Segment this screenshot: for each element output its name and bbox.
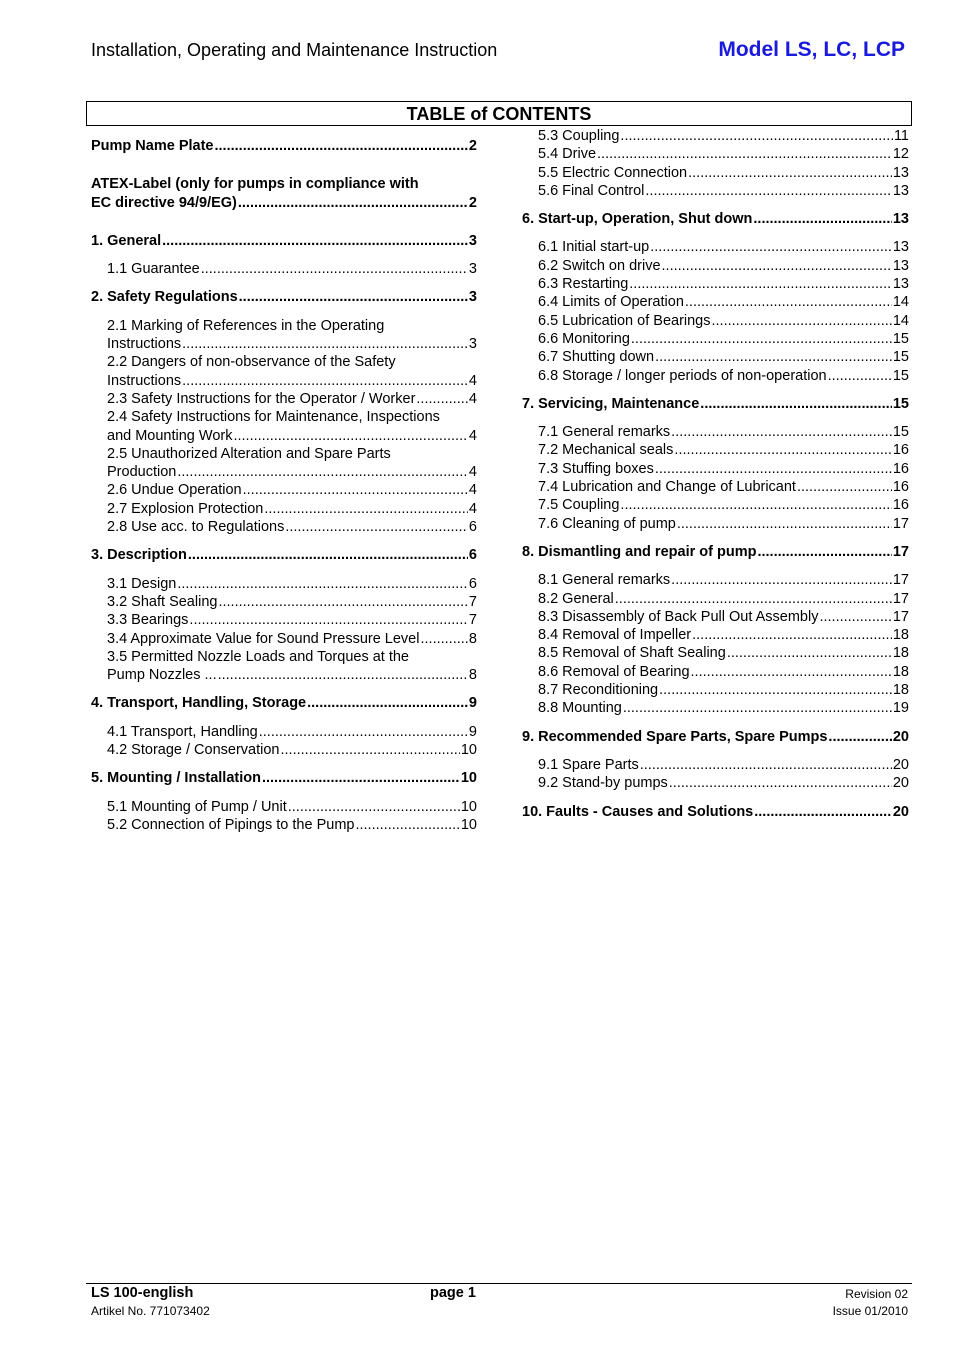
toc-entry-label: 5.3 Coupling	[538, 128, 620, 144]
toc-entry-label: 8.7 Reconditioning	[538, 682, 659, 699]
dot-leader	[162, 232, 468, 250]
toc-page-number: 17	[892, 608, 909, 625]
toc-page-number: 19	[892, 700, 909, 717]
dot-leader	[753, 210, 891, 228]
dot-leader	[700, 395, 892, 413]
toc-entry-label: 4.2 Storage / Conservation	[107, 742, 280, 759]
toc-section-entry[interactable]	[91, 232, 477, 250]
toc-entry-label: 2. Safety Regulations	[91, 289, 238, 306]
toc-subsection-entry[interactable]	[91, 741, 477, 759]
toc-entry-label: 8.2 General	[538, 590, 614, 607]
toc-title-box	[86, 101, 912, 126]
toc-section-entry[interactable]	[522, 728, 909, 746]
toc-subsection-entry[interactable]	[91, 723, 477, 741]
dot-leader	[754, 803, 892, 821]
dot-leader	[416, 390, 468, 408]
toc-page-number: 13	[892, 211, 909, 228]
toc-subsection-entry[interactable]	[91, 463, 477, 481]
toc-subsection-entry[interactable]	[522, 330, 909, 348]
dot-leader	[623, 699, 892, 717]
toc-section-entry[interactable]	[91, 769, 477, 787]
dot-leader	[685, 293, 892, 311]
toc-subsection-entry[interactable]	[522, 626, 909, 644]
dot-leader	[674, 441, 891, 459]
dot-leader	[691, 663, 892, 681]
toc-subsection-entry[interactable]	[91, 500, 477, 518]
toc-subsection-entry[interactable]	[91, 518, 477, 536]
toc-spacer	[91, 684, 477, 694]
toc-page-number: 9	[468, 723, 477, 740]
toc-entry-label: 1. General	[91, 232, 162, 249]
toc-page-number: 16	[892, 497, 909, 514]
toc-spacer	[91, 788, 477, 798]
toc-page-number: 15	[892, 424, 909, 441]
toc-spacer	[522, 533, 909, 543]
toc-subsection-entry[interactable]	[522, 127, 909, 145]
toc-spacer	[522, 200, 909, 210]
toc-spacer	[522, 746, 909, 756]
toc-entry-label: 5. Mounting / Installation	[91, 770, 261, 787]
toc-spacer	[91, 565, 477, 575]
toc-entry-label: 4.1 Transport, Handling	[107, 723, 258, 740]
toc-entry-label: 6.1 Initial start-up	[538, 239, 650, 256]
toc-page-number: 15	[892, 349, 909, 366]
toc-subsection-entry[interactable]	[522, 756, 909, 774]
toc-subsection-entry[interactable]	[522, 182, 909, 200]
toc-subsection-entry-line[interactable]: 2.2 Dangers of non-observance of the Safety	[107, 354, 396, 371]
toc-subsection-entry[interactable]	[91, 260, 477, 278]
toc-subsection-entry[interactable]	[522, 663, 909, 681]
dot-leader	[655, 348, 892, 366]
toc-page-number: 7	[468, 612, 477, 629]
toc-subsection-entry-line[interactable]: 3.5 Permitted Nozzle Loads and Torques at the	[107, 648, 410, 665]
dot-leader	[620, 127, 893, 145]
toc-subsection-entry[interactable]	[522, 423, 909, 441]
toc-entry-label: 8.3 Disassembly of Back Pull Out Assembly	[538, 608, 819, 625]
dot-leader	[264, 500, 468, 518]
toc-subsection-entry[interactable]	[522, 145, 909, 163]
dot-leader	[692, 626, 892, 644]
footer-issue: Issue 01/2010	[832, 1304, 908, 1318]
dot-leader	[215, 137, 468, 155]
toc-page-number: 18	[892, 627, 909, 644]
toc-page-number: 13	[892, 257, 909, 274]
toc-page-number: 13	[892, 239, 909, 256]
toc-entry-label: 1.1 Guarantee	[107, 261, 200, 278]
dot-leader	[177, 575, 468, 593]
dot-leader	[615, 590, 892, 608]
toc-entry-label: 3.1 Design	[107, 575, 177, 592]
dot-leader	[188, 546, 468, 564]
toc-page-number: 14	[892, 294, 909, 311]
dot-leader	[288, 798, 460, 816]
toc-page-number: 4	[468, 372, 477, 389]
toc-page-number: 3	[468, 261, 477, 278]
dot-leader	[712, 312, 892, 330]
toc-section-entry[interactable]	[91, 288, 477, 306]
toc-entry-label: Instructions	[107, 372, 182, 389]
dot-leader	[259, 723, 468, 741]
toc-page-number: 16	[892, 460, 909, 477]
dot-leader	[177, 463, 468, 481]
toc-page-number: 13	[892, 182, 909, 199]
toc-subsection-entry[interactable]	[522, 293, 909, 311]
toc-page-number: 20	[892, 775, 909, 792]
toc-subsection-entry[interactable]	[522, 238, 909, 256]
dot-leader	[650, 238, 892, 256]
toc-entry-label: 6.8 Storage / longer periods of non-operation	[538, 367, 827, 384]
toc-page-number: 20	[892, 756, 909, 773]
dot-leader	[189, 611, 468, 629]
toc-page-number: 16	[892, 479, 909, 496]
toc-entry-label: 6.7 Shutting down	[538, 349, 655, 366]
toc-spacer	[522, 718, 909, 728]
dot-leader	[659, 681, 892, 699]
toc-section-entry-line[interactable]: ATEX-Label (only for pumps in compliance with	[91, 176, 419, 193]
toc-subsection-entry[interactable]	[91, 390, 477, 408]
toc-entry-label: 5.1 Mounting of Pump / Unit	[107, 798, 287, 815]
toc-page-number: 12	[892, 146, 909, 163]
toc-spacer	[91, 278, 477, 288]
toc-subsection-entry[interactable]	[522, 644, 909, 662]
toc-entry-label: 6.5 Lubrication of Bearings	[538, 312, 711, 329]
toc-entry-label: 8.4 Removal of Impeller	[538, 627, 692, 644]
toc-subsection-entry[interactable]	[522, 348, 909, 366]
toc-spacer	[522, 413, 909, 423]
toc-page-number: 15	[892, 367, 909, 384]
toc-subsection-entry-line[interactable]: 2.5 Unauthorized Alteration and Spare Parts	[107, 445, 391, 462]
dot-leader	[662, 257, 892, 275]
toc-entry-label: 2.6 Undue Operation	[107, 482, 242, 499]
toc-page-number: 6	[468, 519, 477, 536]
toc-page-number: 20	[892, 803, 909, 820]
toc-entry-label: 7.1 General remarks	[538, 424, 671, 441]
toc-page-number: 10	[460, 742, 477, 759]
toc-section-entry[interactable]	[522, 210, 909, 228]
dot-leader	[629, 275, 892, 293]
toc-subsection-entry[interactable]	[522, 460, 909, 478]
toc-spacer	[522, 561, 909, 571]
toc-page-number: 9	[468, 695, 477, 712]
toc-subsection-entry-line[interactable]: 2.4 Safety Instructions for Maintenance, Inspections	[107, 409, 440, 426]
toc-spacer	[522, 385, 909, 395]
toc-page-number: 8	[468, 630, 477, 647]
toc-entry-label: 2.8 Use acc. to Regulations	[107, 519, 285, 536]
toc-subsection-entry[interactable]	[522, 257, 909, 275]
dot-leader	[669, 774, 892, 792]
toc-section-entry[interactable]	[522, 395, 909, 413]
dot-leader	[671, 423, 892, 441]
toc-subsection-entry[interactable]	[91, 666, 477, 684]
toc-subsection-entry[interactable]	[522, 681, 909, 699]
dot-leader	[640, 756, 892, 774]
toc-page-number: 3	[468, 289, 477, 306]
toc-page-number: 4	[468, 464, 477, 481]
toc-entry-label: 8.8 Mounting	[538, 700, 622, 717]
toc-subsection-entry[interactable]	[91, 816, 477, 834]
toc-spacer	[91, 536, 477, 546]
toc-spacer	[522, 793, 909, 803]
dot-leader	[182, 335, 468, 353]
toc-entry-label: 6.2 Switch on drive	[538, 257, 661, 274]
toc-subsection-entry[interactable]	[91, 335, 477, 353]
dot-leader	[797, 478, 892, 496]
toc-section-entry[interactable]	[522, 803, 909, 821]
toc-entry-label: 5.5 Electric Connection	[538, 164, 688, 181]
toc-subsection-entry[interactable]	[91, 798, 477, 816]
dot-leader	[620, 496, 891, 514]
toc-page-number: 10	[460, 770, 477, 787]
toc-page-number: 20	[892, 728, 909, 745]
toc-entry-label: 4. Transport, Handling, Storage	[91, 695, 307, 712]
toc-subsection-entry[interactable]	[91, 611, 477, 629]
header-title: Installation, Operating and Maintenance Instruction	[91, 40, 498, 60]
toc-section-entry[interactable]	[91, 194, 477, 212]
toc-page-number: 4	[468, 427, 477, 444]
dot-leader	[655, 460, 892, 478]
toc-entry-label: 6.3 Restarting	[538, 276, 629, 293]
toc-section-entry[interactable]	[91, 137, 477, 155]
toc-entry-label: and Mounting Work	[107, 427, 233, 444]
toc-page-number: 17	[892, 590, 909, 607]
toc-entry-label: 5.4 Drive	[538, 146, 597, 163]
dot-leader	[355, 816, 459, 834]
toc-page-number: 6	[468, 547, 477, 564]
toc-subsection-entry[interactable]	[522, 774, 909, 792]
dot-leader	[671, 571, 892, 589]
toc-entry-label: 8.5 Removal of Shaft Sealing	[538, 645, 726, 662]
toc-entry-label: 8. Dismantling and repair of pump	[522, 543, 757, 560]
toc-spacer	[91, 250, 477, 260]
dot-leader	[233, 427, 467, 445]
toc-entry-label: 3.2 Shaft Sealing	[107, 593, 218, 610]
toc-page-number: 4	[468, 482, 477, 499]
toc-subsection-entry[interactable]	[522, 608, 909, 626]
toc-spacer	[91, 759, 477, 769]
toc-entry-label: 3.3 Bearings	[107, 612, 189, 629]
toc-page-number: 18	[892, 645, 909, 662]
toc-subsection-entry[interactable]	[91, 630, 477, 648]
toc-page-number: 3	[468, 232, 477, 249]
toc-entry-label: 3.4 Approximate Value for Sound Pressure Level	[107, 630, 420, 647]
toc-subsection-entry[interactable]	[522, 571, 909, 589]
dot-leader	[727, 644, 892, 662]
toc-entry-label: 7.4 Lubrication and Change of Lubricant	[538, 479, 796, 496]
dot-leader	[688, 164, 892, 182]
dot-leader	[757, 543, 891, 561]
toc-entry-label: 6.4 Limits of Operation	[538, 294, 684, 311]
toc-page-number: 2	[468, 194, 477, 211]
toc-entry-label: 2.7 Explosion Protection	[107, 500, 264, 517]
toc-spacer	[91, 307, 477, 317]
dot-leader	[218, 593, 467, 611]
toc-entry-label: 7.3 Stuffing boxes	[538, 460, 654, 477]
toc-page-number: 14	[892, 312, 909, 329]
dot-leader	[631, 330, 892, 348]
toc-entry-label: 2.3 Safety Instructions for the Operator / Worker	[107, 390, 416, 407]
dot-leader	[285, 518, 468, 536]
toc-entry-label: 7. Servicing, Maintenance	[522, 395, 700, 412]
toc-spacer	[91, 155, 477, 175]
toc-subsection-entry[interactable]	[522, 515, 909, 533]
toc-page-number: 6	[468, 575, 477, 592]
toc-subsection-entry[interactable]	[522, 312, 909, 330]
toc-right-column	[522, 127, 909, 821]
toc-page-number: 2	[468, 138, 477, 154]
toc-page-number: 11	[893, 128, 909, 144]
toc-subsection-entry[interactable]	[522, 699, 909, 717]
toc-subsection-entry[interactable]	[91, 427, 477, 445]
toc-left-column	[91, 137, 477, 834]
dot-leader	[677, 515, 892, 533]
toc-subsection-entry[interactable]	[522, 441, 909, 459]
dot-leader	[182, 372, 468, 390]
dot-leader	[239, 288, 468, 306]
toc-page-number: 17	[892, 543, 909, 560]
toc-page-number: 13	[892, 164, 909, 181]
toc-page-number: 17	[892, 572, 909, 589]
toc-subsection-entry[interactable]	[91, 481, 477, 499]
toc-entry-label: EC directive 94/9/EG)	[91, 194, 237, 211]
toc-subsection-entry[interactable]	[522, 496, 909, 514]
toc-page-number: 18	[892, 663, 909, 680]
toc-section-entry[interactable]	[91, 694, 477, 712]
toc-section-entry[interactable]	[91, 546, 477, 564]
toc-page-number: 4	[468, 390, 477, 407]
toc-entry-label: Instructions	[107, 336, 182, 353]
dot-leader	[243, 481, 468, 499]
toc-entry-label: 9.2 Stand-by pumps	[538, 775, 668, 792]
dot-leader	[238, 194, 468, 212]
dot-leader	[819, 608, 891, 626]
toc-page-number: 18	[892, 682, 909, 699]
model-title: Model LS, LC, LCP	[718, 38, 905, 61]
toc-entry-label: 7.6 Cleaning of pump	[538, 515, 676, 532]
dot-leader	[201, 260, 468, 278]
toc-entry-label: 5.6 Final Control	[538, 182, 645, 199]
dot-leader	[281, 741, 460, 759]
toc-entry-label: 9.1 Spare Parts	[538, 756, 639, 773]
toc-page-number: 7	[468, 593, 477, 610]
toc-subsection-entry[interactable]	[522, 590, 909, 608]
toc-entry-label: 5.2 Connection of Pipings to the Pump	[107, 816, 355, 833]
toc-subsection-entry[interactable]	[522, 367, 909, 385]
toc-page-number: 10	[460, 816, 477, 833]
toc-entry-label: 6.6 Monitoring	[538, 330, 630, 347]
toc-subsection-entry[interactable]	[522, 164, 909, 182]
toc-page-number: 4	[468, 500, 477, 517]
dot-leader	[262, 769, 460, 787]
footer-revision: Revision 02	[845, 1287, 908, 1301]
dot-leader	[420, 630, 467, 648]
dot-leader	[307, 694, 468, 712]
toc-subsection-entry[interactable]	[91, 593, 477, 611]
dot-leader	[218, 666, 468, 684]
toc-page-number: 8	[468, 667, 477, 684]
toc-spacer	[91, 212, 477, 232]
footer-article-number: Artikel No. 771073402	[91, 1304, 210, 1318]
toc-subsection-entry[interactable]	[91, 575, 477, 593]
toc-page-number: 17	[892, 515, 909, 532]
toc-entry-label: 3. Description	[91, 547, 187, 564]
toc-page-number: 13	[892, 276, 909, 293]
toc-entry-label: Pump Nozzles ...	[107, 667, 217, 684]
toc-page-number: 16	[892, 442, 909, 459]
footer-page-number: page 1	[430, 1285, 476, 1301]
toc-title: TABLE of CONTENTS	[406, 104, 592, 124]
toc-page-number: 15	[892, 395, 909, 412]
toc-subsection-entry[interactable]	[522, 478, 909, 496]
toc-entry-label: Pump Name Plate	[91, 138, 214, 154]
toc-entry-label: 6. Start-up, Operation, Shut down	[522, 211, 753, 228]
toc-entry-label: 9. Recommended Spare Parts, Spare Pumps	[522, 728, 828, 745]
toc-entry-label: 8.6 Removal of Bearing	[538, 663, 690, 680]
dot-leader	[645, 182, 891, 200]
toc-page-number: 10	[460, 798, 477, 815]
toc-entry-label: 10. Faults - Causes and Solutions	[522, 803, 754, 820]
footer-document-name: LS 100-english	[91, 1285, 194, 1301]
toc-section-entry[interactable]	[522, 543, 909, 561]
toc-entry-label: 7.2 Mechanical seals	[538, 442, 674, 459]
toc-spacer	[91, 713, 477, 723]
toc-subsection-entry-line[interactable]: 2.1 Marking of References in the Operating	[107, 317, 385, 334]
toc-spacer	[522, 228, 909, 238]
dot-leader	[597, 145, 892, 163]
dot-leader	[828, 367, 892, 385]
toc-entry-label: 8.1 General remarks	[538, 572, 671, 589]
toc-subsection-entry[interactable]	[522, 275, 909, 293]
dot-leader	[828, 728, 891, 746]
toc-entry-label: Production	[107, 464, 177, 481]
toc-entry-label: 7.5 Coupling	[538, 497, 620, 514]
toc-subsection-entry[interactable]	[91, 372, 477, 390]
footer-divider	[86, 1283, 912, 1284]
toc-page-number: 3	[468, 336, 477, 353]
toc-page-number: 15	[892, 330, 909, 347]
